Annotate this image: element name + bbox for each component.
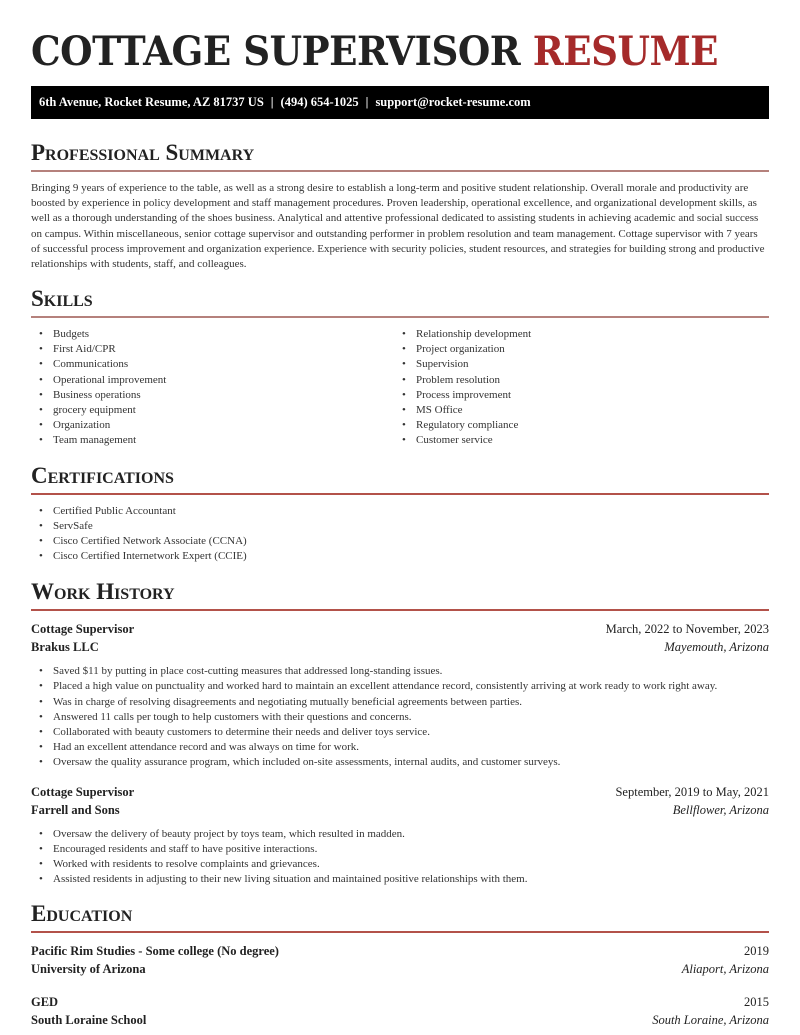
education-school-row — [31, 960, 769, 978]
education-school: University of Arizona — [31, 962, 146, 977]
section-heading: Certifications — [31, 462, 174, 488]
skills-section — [31, 285, 769, 448]
contact-separator: | — [270, 95, 274, 109]
work-history-section — [31, 578, 769, 887]
skill-item: • Project organization — [402, 342, 757, 357]
resume-title — [31, 0, 717, 76]
job-header-row — [31, 620, 769, 638]
education-degree: GED — [31, 995, 59, 1010]
job-header-row — [31, 783, 769, 801]
job-bullet: • Worked with residents to resolve complaints and grievances. — [39, 857, 769, 872]
education-degree-row — [31, 942, 769, 960]
skill-item: • Customer service — [402, 433, 757, 448]
contact-email[interactable]: support@rocket-resume.com — [375, 95, 531, 109]
skill-item: • Problem resolution — [402, 373, 757, 388]
education-section — [31, 900, 769, 1029]
job-title: Cottage Supervisor — [31, 622, 135, 637]
job-location: Mayemouth, Arizona — [664, 640, 769, 655]
skill-item: • Budgets — [39, 327, 394, 342]
job-dates: September, 2019 to May, 2021 — [615, 785, 769, 799]
skill-item: • MS Office — [402, 403, 757, 418]
skill-item: • First Aid/CPR — [39, 342, 394, 357]
skill-item: • grocery equipment — [39, 403, 394, 418]
skill-item: • Relationship development — [402, 327, 757, 342]
job-bullet: • Was in charge of resolving disagreements and negotiating mutually beneficial agreements between parties. — [39, 695, 769, 710]
job-company-row — [31, 801, 769, 819]
summary-text: Bringing 9 years of experience to the table, as well as a strong desire to establish a long-term and positive student relationship. Overall morale and productivity are boosted by experience in policy development and staff management procedures. Proven leadership, operational excellence, and organizational development skills, as well as a thorough understanding of the shoes business. Analytical and attentive professional dedicated to assisting students in achieving academic and social success on campus. Within miscellaneous, senior cottage supervisor and outstanding performer in problem resolution and team management. Cottage supervisor with 7 years of successful process improvement and organization experience. Experience with security policies, student resources, and strategies for building strong and productive relationships with students, staff, and colleagues. — [31, 182, 765, 271]
skill-item: • Business operations — [39, 388, 394, 403]
skill-item: • Communications — [39, 357, 394, 372]
education-location: South Loraine, Arizona — [652, 1013, 769, 1028]
job-company: Brakus LLC — [31, 640, 99, 655]
job-bullet: • Oversaw the delivery of beauty project by toys team, which resulted in madden. — [39, 827, 769, 842]
skill-item: • Supervision — [402, 357, 757, 372]
contact-separator: | — [365, 95, 369, 109]
professional-summary-section — [31, 139, 769, 272]
skill-item: • Team management — [39, 433, 394, 448]
certification-item: • ServSafe — [39, 519, 769, 534]
job-company: Farrell and Sons — [31, 803, 120, 817]
education-school-row — [31, 1011, 769, 1029]
job-company-row — [31, 638, 769, 656]
skills-list-right — [394, 327, 757, 448]
section-divider — [31, 493, 769, 495]
job-bullets — [31, 664, 769, 770]
section-divider — [31, 931, 769, 933]
section-divider — [31, 609, 769, 611]
skill-item: • Regulatory compliance — [402, 418, 757, 433]
job-bullet: • Assisted residents in adjusting to their new living situation and maintained positive relationships with them. — [39, 872, 769, 887]
section-heading: Work History — [31, 579, 175, 605]
education-entry — [31, 942, 769, 978]
skills-list-left — [31, 327, 394, 448]
certifications-list — [31, 504, 769, 564]
job-location: Bellflower, Arizona — [672, 803, 769, 817]
job-bullet: • Saved $11 by putting in place cost-cutting measures that addressed long-standing issues. — [39, 664, 769, 679]
job-bullets — [31, 827, 769, 887]
section-heading: Professional Summary — [31, 140, 255, 165]
certification-item: • Certified Public Accountant — [39, 504, 769, 519]
skill-item: • Operational improvement — [39, 373, 394, 388]
job-bullet: • Encouraged residents and staff to have positive interactions. — [39, 842, 769, 857]
education-location: Aliaport, Arizona — [681, 962, 769, 977]
contact-phone[interactable]: (494) 654-1025 — [280, 95, 359, 109]
section-heading: Education — [31, 901, 133, 927]
education-school: South Loraine School — [31, 1013, 147, 1028]
certifications-section — [31, 462, 769, 564]
contact-bar — [31, 86, 769, 119]
title-main: COTTAGE SUPERVISOR — [31, 28, 521, 75]
job-bullet: • Collaborated with beauty customers to determine their needs and deliver toys service. — [39, 725, 769, 740]
job-bullet: • Oversaw the quality assurance program, which included on-site assessments, internal audits, and customer surveys. — [39, 755, 769, 770]
skill-item: • Process improvement — [402, 388, 757, 403]
job-entry — [31, 620, 769, 770]
skills-column-right — [394, 327, 757, 448]
education-entry — [31, 993, 769, 1029]
skills-columns — [31, 327, 769, 448]
job-entry — [31, 783, 769, 887]
section-heading: Skills — [31, 286, 93, 312]
section-divider — [31, 170, 769, 172]
title-accent: RESUME — [532, 28, 719, 75]
skill-item: • Organization — [39, 418, 394, 433]
contact-address: 6th Avenue, Rocket Resume, AZ 81737 US — [39, 95, 264, 109]
job-bullet: • Had an excellent attendance record and was always on time for work. — [39, 740, 769, 755]
job-dates: March, 2022 to November, 2023 — [605, 622, 769, 637]
job-bullet: • Placed a high value on punctuality and worked hard to maintain an excellent attendance record, consistently arriving at work ready to work right away. — [39, 679, 769, 694]
education-year: 2019 — [744, 944, 769, 959]
certification-item: • Cisco Certified Internetwork Expert (CCIE) — [39, 549, 769, 564]
section-divider — [31, 316, 769, 318]
certification-item: • Cisco Certified Network Associate (CCNA) — [39, 534, 769, 549]
education-degree: Pacific Rim Studies - Some college (No degree) — [31, 944, 279, 959]
skills-column-left — [31, 327, 394, 448]
education-year: 2015 — [744, 995, 769, 1010]
job-title: Cottage Supervisor — [31, 785, 135, 799]
education-degree-row — [31, 993, 769, 1011]
job-bullet: • Answered 11 calls per tough to help customers with their questions and concerns. — [39, 710, 769, 725]
